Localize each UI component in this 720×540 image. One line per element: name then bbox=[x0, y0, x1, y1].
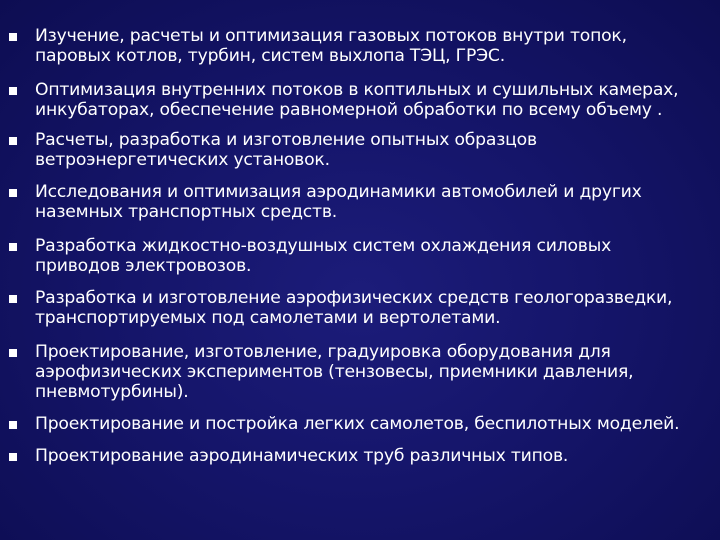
text-line: Изучение, расчеты и оптимизация газовых потоков внутри топок, bbox=[35, 26, 627, 46]
bullet-text bbox=[35, 130, 717, 170]
bullet-text bbox=[35, 446, 717, 466]
text-line: ветроэнергетических установок. bbox=[35, 150, 330, 170]
square-bullet-icon bbox=[9, 453, 17, 461]
square-bullet-icon bbox=[9, 137, 17, 145]
text-line: аэрофизических экспериментов (тензовесы, приемники давления, bbox=[35, 362, 634, 382]
bullet-text bbox=[35, 414, 717, 434]
text-line: Оптимизация внутренних потоков в коптильных и сушильных камерах, bbox=[35, 80, 679, 100]
text-line: Проектирование и постройка легких самолетов, беспилотных моделей. bbox=[35, 414, 680, 434]
text-line: приводов электровозов. bbox=[35, 256, 252, 276]
text-line: наземных транспортных средств. bbox=[35, 202, 338, 222]
text-line: Разработка и изготовление аэрофизических средств геологоразведки, bbox=[35, 288, 673, 308]
text-line: Проектирование аэродинамических труб различных типов. bbox=[35, 446, 569, 466]
square-bullet-icon bbox=[9, 243, 17, 251]
bullet-text bbox=[35, 342, 717, 402]
bullet-text bbox=[35, 26, 717, 66]
square-bullet-icon bbox=[9, 189, 17, 197]
text-line: инкубаторах, обеспечение равномерной обработки по всему объему . bbox=[35, 100, 663, 120]
square-bullet-icon bbox=[9, 295, 17, 303]
square-bullet-icon bbox=[9, 349, 17, 357]
text-line: паровых котлов, турбин, систем выхлопа ТЭЦ, ГРЭС. bbox=[35, 46, 505, 66]
text-line: пневмотурбины). bbox=[35, 382, 189, 402]
bullet-text bbox=[35, 288, 717, 328]
text-line: транспортируемых под самолетами и вертолетами. bbox=[35, 308, 501, 328]
bullet-text bbox=[35, 182, 717, 222]
text-line: Исследования и оптимизация аэродинамики автомобилей и других bbox=[35, 182, 642, 202]
text-line: Разработка жидкостно-воздушных систем охлаждения силовых bbox=[35, 236, 612, 256]
square-bullet-icon bbox=[9, 421, 17, 429]
text-line: Проектирование, изготовление, градуировка оборудования для bbox=[35, 342, 611, 362]
square-bullet-icon bbox=[9, 33, 17, 41]
square-bullet-icon bbox=[9, 87, 17, 95]
bullet-text bbox=[35, 236, 717, 276]
text-line: Расчеты, разработка и изготовление опытных образцов bbox=[35, 130, 537, 150]
bullet-text bbox=[35, 80, 717, 120]
